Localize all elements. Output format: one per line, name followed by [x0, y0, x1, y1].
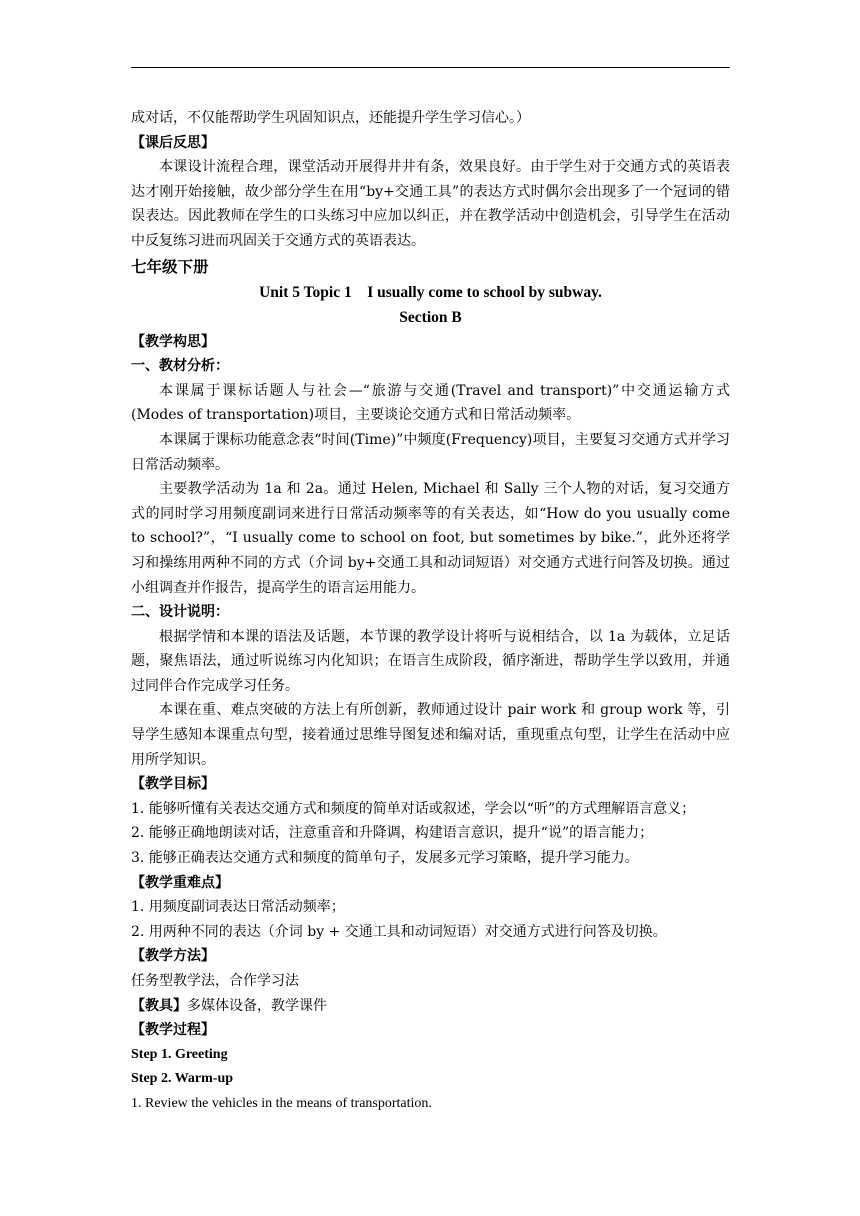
tools-heading: 【教具】 [131, 997, 187, 1014]
reflection-text: 本课设计流程合理，课堂活动开展得井井有条，效果良好。由于学生对于交通方式的英语表达才刚开始接触，故少部分学生在用“by+交通工具”的表达方式时偶尔会出现多了一个冠词的错误表达。因此教师在学生的口头练习中应加以纠正，并在教学活动中创造机会，引导学生在活动中反复练习进而巩固关于交通方式的英语表达。 [131, 159, 730, 249]
grade-label: 七年级下册 [131, 256, 209, 276]
design-paragraph: 本课在重、难点突破的方法上有所创新，教师通过设计 pair work 和 group work 等，引导学生感知本课重点句型，接着通过思维导图复述和编对话，重现重点句型，让学生在活动中应用所学知识。 [131, 702, 730, 768]
process-heading: 【教学过程】 [131, 1022, 215, 1039]
design-paragraph: 根据学情和本课的语法及话题，本节课的教学设计将听与说相结合，以 1a 为载体，立足话题，聚焦语法，通过听说练习内化知识；在语言生成阶段，循序渐进，帮助学生学以致用，并通过同伴合作完成学习任务。 [131, 628, 730, 694]
tools-text: 多媒体设备，教学课件 [187, 997, 327, 1014]
step-heading: Step 2. Warm-up [131, 1071, 234, 1087]
objective-item: 3. 能够正确表达交通方式和频度的简单句子，发展多元学习策略，提升学习能力。 [131, 850, 639, 867]
objectives-heading: 【教学目标】 [131, 776, 215, 793]
key-point-item: 2. 用两种不同的表达（介词 by + 交通工具和动词短语）对交通方式进行问答及切换。 [131, 923, 667, 940]
methods-heading: 【教学方法】 [131, 948, 215, 965]
analysis-paragraph: 本课属于课标话题人与社会—“旅游与交通(Travel and transport)”中交通运输方式(Modes of transportation)项目，主要谈论交通方式和日常活动频率。 [131, 382, 730, 424]
textbook-analysis-heading: 一、教材分析： [131, 358, 229, 375]
header-rule [131, 67, 730, 68]
unit-title: Unit 5 Topic 1 I usually come to school by subway. [259, 283, 602, 301]
analysis-paragraph: 本课属于课标功能意念表“时间(Time)”中频度(Frequency)项目，主要复习交通方式并学习日常活动频率。 [131, 431, 730, 473]
methods-text: 任务型教学法，合作学习法 [131, 973, 299, 989]
concept-heading: 【教学构思】 [131, 333, 215, 350]
tools-line [131, 994, 730, 1019]
key-points-heading: 【教学重难点】 [131, 874, 229, 891]
objective-item: 1. 能够听懂有关表达交通方式和频度的简单对话或叙述，学会以“听”的方式理解语言意义； [131, 800, 696, 817]
step-item: 1. Review the vehicles in the means of transportation. [131, 1095, 432, 1111]
reflection-heading: 【课后反思】 [131, 134, 215, 151]
objective-item: 2. 能够正确地朗读对话，注意重音和升降调，构建语言意识，提升“说”的语言能力； [131, 825, 654, 842]
step-heading: Step 1. Greeting [131, 1046, 228, 1062]
section-title: Section B [399, 308, 462, 326]
design-notes-heading: 二、设计说明： [131, 604, 229, 621]
key-point-item: 1. 用频度副词表达日常活动频率； [131, 899, 345, 916]
prev-paragraph-end: 成对话，不仅能帮助学生巩固知识点，还能提升学生学习信心。） [131, 110, 530, 126]
analysis-paragraph: 主要教学活动为 1a 和 2a。通过 Helen, Michael 和 Sally 三个人物的对话，复习交通方式的同时学习用频度副词来进行日常活动频率等的有关表达，如“How do you usually come to school?”，“I usually come to school on foot, but sometimes by bike.”，此外还将学习和操练用两种不同的方式（介词 by+交通工具和动词短语）对交通方式进行问答及切换。通过小组调查并作报告，提高学生的语言运用能力。 [131, 481, 730, 596]
document-body [131, 106, 730, 1117]
